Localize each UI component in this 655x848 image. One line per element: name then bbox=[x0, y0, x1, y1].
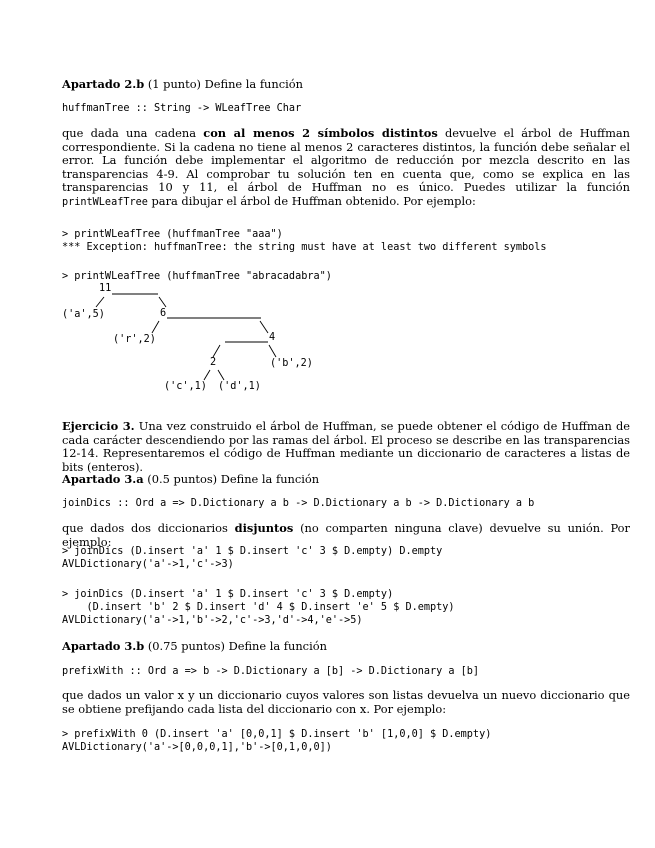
section-2b-description bbox=[62, 127, 630, 210]
joindics-example-2-command: > joinDics (D.insert 'a' 1 $ D.insert 'c' 3 $ D.empty) bbox=[62, 589, 394, 600]
tree-node-root: 11 bbox=[99, 283, 112, 294]
section-3a-heading bbox=[62, 473, 630, 487]
edge-6-r bbox=[152, 321, 159, 333]
tree-node-4: 4 bbox=[269, 332, 276, 343]
huffman-tree-diagram bbox=[62, 283, 362, 403]
desc-part-1: que dada una cadena bbox=[62, 126, 204, 140]
prefixwith-example-command: > prefixWith 0 (D.insert 'a' [0,0,1] $ D.insert 'b' [1,0,0] $ D.empty) bbox=[62, 729, 492, 740]
tree-leaf-r: ('r',2) bbox=[113, 334, 156, 345]
section-3b-points: (0.75 puntos) Define la función bbox=[144, 639, 327, 653]
tree-leaf-c: ('c',1) bbox=[164, 381, 207, 392]
edge-root-a bbox=[96, 297, 104, 307]
tree-leaf-a: ('a',5) bbox=[62, 309, 105, 320]
desc-part-2: devuelve el árbol de Huffman correspondiente. Si la cadena no tiene al menos 2 caracteres distintos, la función debe señalar el error. La función debe implementar el algoritmo de reducción por mezcla descrito en las transparencias 4-9. Al comprobar tu solución ten en cuenta que, como se explica en las transparencias 10 y 11, el árbol de Huffman no es único. Puedes utilizar la función bbox=[62, 126, 631, 195]
section-2b-points: (1 punto) Define la función bbox=[144, 77, 303, 91]
section-3b-description: que dados un valor x y un diccionario cuyos valores son listas devuelva un nuevo diccionario que se obtiene prefijando cada lista del diccionario con x. Por ejemplo: bbox=[62, 688, 630, 716]
edge-6-4 bbox=[260, 321, 268, 333]
example-1-command: > printWLeafTree (huffmanTree "aaa") bbox=[62, 229, 283, 240]
prefixwith-signature: prefixWith :: Ord a => b -> D.Dictionary a [b] -> D.Dictionary a [b] bbox=[62, 666, 480, 677]
section-3a-desc-2: (no comparten ninguna clave) devuelve su unión. Por ejemplo: bbox=[62, 521, 630, 549]
exercise-3-label: Ejercicio 3. bbox=[62, 419, 135, 433]
edge-root-6 bbox=[159, 297, 166, 307]
prefixwith-example-output: AVLDictionary('a'->[0,0,0,1],'b'->[0,1,0,0]) bbox=[62, 742, 332, 753]
section-3a-desc-bold: disjuntos bbox=[234, 521, 294, 535]
exercise-3-intro bbox=[62, 420, 630, 474]
edge-2-c bbox=[204, 370, 210, 380]
section-3a-label: Apartado 3.a bbox=[62, 472, 144, 486]
edge-4-b bbox=[269, 345, 276, 357]
joindics-example-1-command: > joinDics (D.insert 'a' 1 $ D.insert 'c' 3 $ D.empty) D.empty bbox=[62, 546, 443, 557]
section-3b-label: Apartado 3.b bbox=[62, 639, 145, 653]
section-3a-desc-1: que dados dos diccionarios bbox=[62, 521, 235, 535]
section-3b-heading bbox=[62, 640, 630, 654]
huffmantree-signature: huffmanTree :: String -> WLeafTree Char bbox=[62, 103, 302, 114]
example-2-command: > printWLeafTree (huffmanTree "abracadabra") bbox=[62, 271, 332, 282]
example-1-output: *** Exception: huffmanTree: the string must have at least two different symbols bbox=[62, 242, 547, 253]
desc-part-3: para dibujar el árbol de Huffman obtenido. Por ejemplo: bbox=[147, 193, 476, 208]
joindics-example-2-output: AVLDictionary('a'->1,'b'->2,'c'->3,'d'->4,'e'->5) bbox=[62, 615, 363, 626]
desc-inline-code: printWLeafTree bbox=[62, 196, 148, 208]
edge-4-2 bbox=[213, 345, 220, 357]
exercise-3-text: Una vez construido el árbol de Huffman, se puede obtener el código de Huffman de cada carácter descendiendo por las ramas del árbol. El proceso se describe en las transparencias 12-14. Representaremos el código de Huffman mediante un diccionario de caracteres a listas de bits (enteros). bbox=[62, 419, 630, 474]
tree-leaf-d: ('d',1) bbox=[218, 381, 261, 392]
section-3a-points: (0.5 puntos) Define la función bbox=[143, 472, 320, 486]
tree-node-6: 6 bbox=[160, 308, 167, 319]
tree-lines bbox=[62, 283, 362, 403]
joindics-signature: joinDics :: Ord a => D.Dictionary a b -> D.Dictionary a b -> D.Dictionary a b bbox=[62, 498, 535, 509]
tree-leaf-b: ('b',2) bbox=[270, 358, 313, 369]
joindics-example-1-output: AVLDictionary('a'->1,'c'->3) bbox=[62, 559, 234, 570]
section-2b-label: Apartado 2.b bbox=[62, 77, 145, 91]
section-2b-heading bbox=[62, 78, 630, 92]
tree-node-2: 2 bbox=[210, 357, 217, 368]
edge-2-d bbox=[218, 370, 224, 380]
desc-bold: con al menos 2 símbolos distintos bbox=[203, 126, 438, 140]
joindics-example-2-continuation: (D.insert 'b' 2 $ D.insert 'd' 4 $ D.insert 'e' 5 $ D.empty) bbox=[62, 602, 455, 613]
